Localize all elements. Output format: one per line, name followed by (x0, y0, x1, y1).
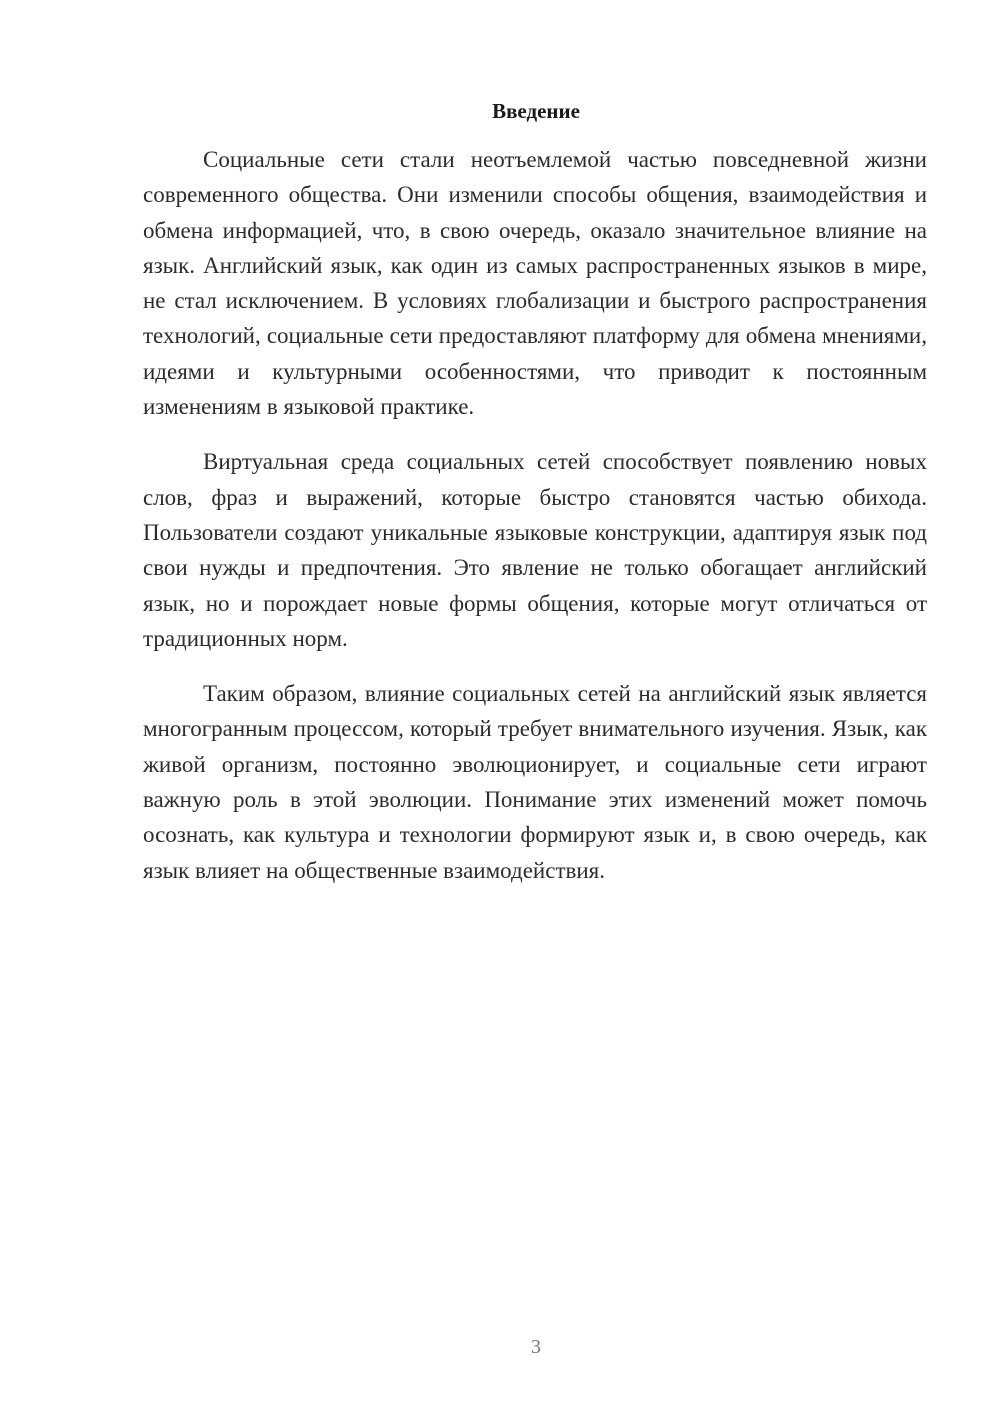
paragraph-1: Социальные сети стали неотъемлемой частью повседневной жизни современного общества. Они изменили способы общения, взаимодействия и обмена информацией, что, в свою очередь, оказало значительное влияние на язык. Английский язык, как один из самых распространенных языков в мире, не стал исключением. В условиях глобализации и быстрого распространения технологий, социальные сети предоставляют платформу для обмена мнениями, идеями и культурными особенностями, что приводит к постоянным изменениям в языковой практике. (143, 147, 927, 420)
paragraph-3: Таким образом, влияние социальных сетей на английский язык является многогранным процессом, который требует внимательного изучения. Язык, как живой организм, постоянно эволюционирует, и социальные сети играют важную роль в этой эволюции. Понимание этих изменений может помочь осознать, как культура и технологии формируют язык и, в свою очередь, как язык влияет на общественные взаимодействия. (143, 681, 927, 883)
body-text (143, 142, 927, 908)
section-heading: Введение (492, 99, 580, 123)
page-number: 3 (531, 1336, 541, 1358)
paragraph-2: Виртуальная среда социальных сетей способствует появлению новых слов, фраз и выражений, которые быстро становятся частью обихода. Пользователи создают уникальные языковые конструкции, адаптируя язык под свои нужды и предпочтения. Это явление не только обогащает английский язык, но и порождает новые формы общения, которые могут отличаться от традиционных норм. (143, 449, 927, 651)
